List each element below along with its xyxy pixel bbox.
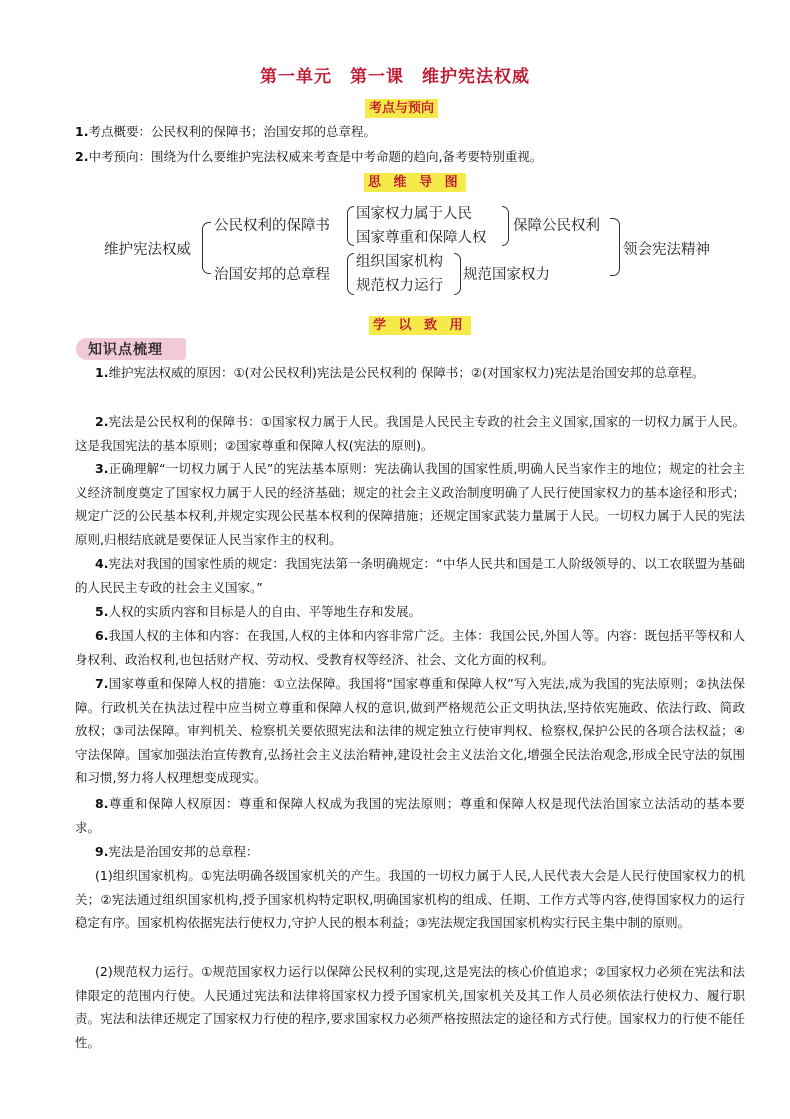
- mindmap-branch-1-item: 国家权力属于人民: [356, 206, 472, 222]
- item-text: 中考预向：围绕为什么要维护宪法权威来考查是中考命题的趋向,备考要特别重视。: [88, 149, 543, 164]
- section-heading-xueyi: 学 以 致 用: [369, 316, 471, 335]
- item-text: 我国人权的主体和内容：在我国,人权的主体和内容非常广泛。主体：我国公民,外国人等。内容：既包括平等权和人身权利、政治权利,也包括财产权、劳动权、受教育权等经济、社会、文化方面的权利。: [75, 628, 745, 667]
- mindmap-brace-branch-2: [347, 253, 354, 295]
- mindmap-branch-2-item: 规范权力运行: [356, 278, 443, 294]
- item-number: 2.: [75, 149, 89, 164]
- mindmap-branch-2: 治国安邦的总章程: [214, 267, 330, 283]
- mindmap-branch-2-result: 规范国家权力: [463, 267, 550, 283]
- knowledge-item: [75, 864, 745, 935]
- mindmap-branch-1-result: 保障公民权利: [513, 218, 600, 234]
- item-text: 维护宪法权威的原因：①(对公民权利)宪法是公民权利的 保障书；②(对国家权力)宪法是治国安邦的总章程。: [108, 365, 705, 380]
- badge-label: 知识点梳理: [88, 342, 163, 358]
- knowledge-item: [75, 457, 745, 551]
- mindmap-rbrace-branch-2: [454, 253, 461, 295]
- item-number: 4.: [95, 556, 109, 571]
- mindmap-brace-branch-1: [347, 206, 354, 246]
- knowledge-item: [75, 840, 745, 864]
- knowledge-item: [75, 410, 745, 457]
- knowledge-item: [75, 600, 745, 624]
- knowledge-item: [75, 361, 745, 385]
- item-number: 9.: [95, 844, 109, 859]
- item-text: 尊重和保障人权原因：尊重和保障人权成为我国的宪法原则；尊重和保障人权是现代法治国家立法活动的基本要求。: [75, 796, 745, 835]
- section-heading-kaodian: 考点与预向: [365, 99, 438, 118]
- item-text: 宪法是公民权利的保障书：①国家权力属于人民。我国是人民民主专政的社会主义国家,国家的一切权力属于人民。这是我国宪法的基本原则；②国家尊重和保障人权(宪法的原则)。: [75, 414, 745, 453]
- knowledge-item: [75, 672, 745, 790]
- item-number: 8.: [95, 796, 109, 811]
- item-text: 国家尊重和保障人权的措施：①立法保障。我国将“国家尊重和保障人权”写入宪法,成为我国的宪法原则；②执法保障。行政机关在执法过程中应当树立尊重和保障人权的意识,做到严格规范公正文明执法,坚持依宪施政、依法行政、简政放权；③司法保障。审判机关、检察机关要依照宪法和法律的规定独立行使审判权、检察权,保护公民的各项合法权益；④守法保障。国家加强法治宣传教育,弘扬社会主义法治精神,建设社会主义法治文化,增强全民法治观念,形成全民守法的氛围和习惯,努力将人权理想变成现实。: [75, 676, 745, 785]
- item-number: 6.: [95, 628, 109, 643]
- knowledge-item: [75, 960, 745, 1054]
- mindmap-branch-2-item: 组织国家机构: [356, 254, 443, 270]
- section-heading-siwei: 思 维 导 图: [364, 173, 466, 192]
- knowledge-badge: [76, 338, 186, 360]
- mindmap-rbrace-branch-1: [502, 206, 509, 246]
- mindmap-brace-root: [202, 222, 211, 274]
- knowledge-item: [75, 792, 745, 839]
- item-number: 1.: [95, 365, 109, 380]
- page-title: 第一单元 第一课 维护宪法权威: [260, 67, 530, 87]
- mindmap-root: 维护宪法权威: [104, 242, 191, 258]
- kaodian-item: [75, 120, 745, 144]
- item-number: 5.: [95, 604, 109, 619]
- mindmap-branch-1-item: 国家尊重和保障人权: [356, 230, 487, 246]
- item-text: (2)规范权力运行。①规范国家权力运行以保障公民权利的实现,这是宪法的核心价值追求；②国家权力必须在宪法和法律限定的范围内行使。人民通过宪法和法律将国家权力授予国家机关,国家机关及其工作人员必须依法行使权力、履行职责。宪法和法律还规定了国家权力行使的程序,要求国家权力必须严格按照法定的途径和方式行使。国家权力的行使不能任性。: [75, 964, 745, 1050]
- mindmap-conclusion: 领会宪法精神: [623, 242, 710, 258]
- knowledge-item: [75, 624, 745, 671]
- item-text: 人权的实质内容和目标是人的自由、平等地生存和发展。: [108, 604, 421, 619]
- item-text: (1)组织国家机构。①宪法明确各级国家机关的产生。我国的一切权力属于人民,人民代表大会是人民行使国家权力的机关；②宪法通过组织国家机构,授予国家机构特定职权,明确国家机构的组成、任期、工作方式等内容,使得国家权力的运行稳定有序。国家机构依据宪法行使权力,守护人民的根本利益；③宪法规定我国国家机构实行民主集中制的原则。: [75, 868, 745, 930]
- kaodian-item: [75, 145, 745, 169]
- item-text: 正确理解“一切权力属于人民”的宪法基本原则：宪法确认我国的国家性质,明确人民当家作主的地位；规定的社会主义经济制度奠定了国家权力属于人民的经济基础；规定的社会主义政治制度明确了人民行使国家权力的基本途径和形式；规定广泛的公民基本权利,并规定实现公民基本权利的保障措施；还规定国家武装力量属于人民。一切权力属于人民的宪法原则,归根结底就是要保证人民当家作主的权利。: [75, 461, 745, 547]
- item-text: 宪法是治国安邦的总章程：: [108, 844, 259, 859]
- knowledge-item: [75, 552, 745, 599]
- mindmap-rbrace-conclusion: [610, 218, 620, 276]
- item-number: 1.: [75, 124, 89, 139]
- item-number: 3.: [95, 461, 109, 476]
- item-number: 2.: [95, 414, 109, 429]
- mindmap-branch-1: 公民权利的保障书: [214, 218, 330, 234]
- item-text: 考点概要：公民权利的保障书；治国安邦的总章程。: [88, 124, 376, 139]
- item-text: 宪法对我国的国家性质的规定：我国宪法第一条明确规定：“中华人民共和国是工人阶级领导的、以工农联盟为基础的人民民主专政的社会主义国家。”: [75, 556, 745, 595]
- item-number: 7.: [95, 676, 109, 691]
